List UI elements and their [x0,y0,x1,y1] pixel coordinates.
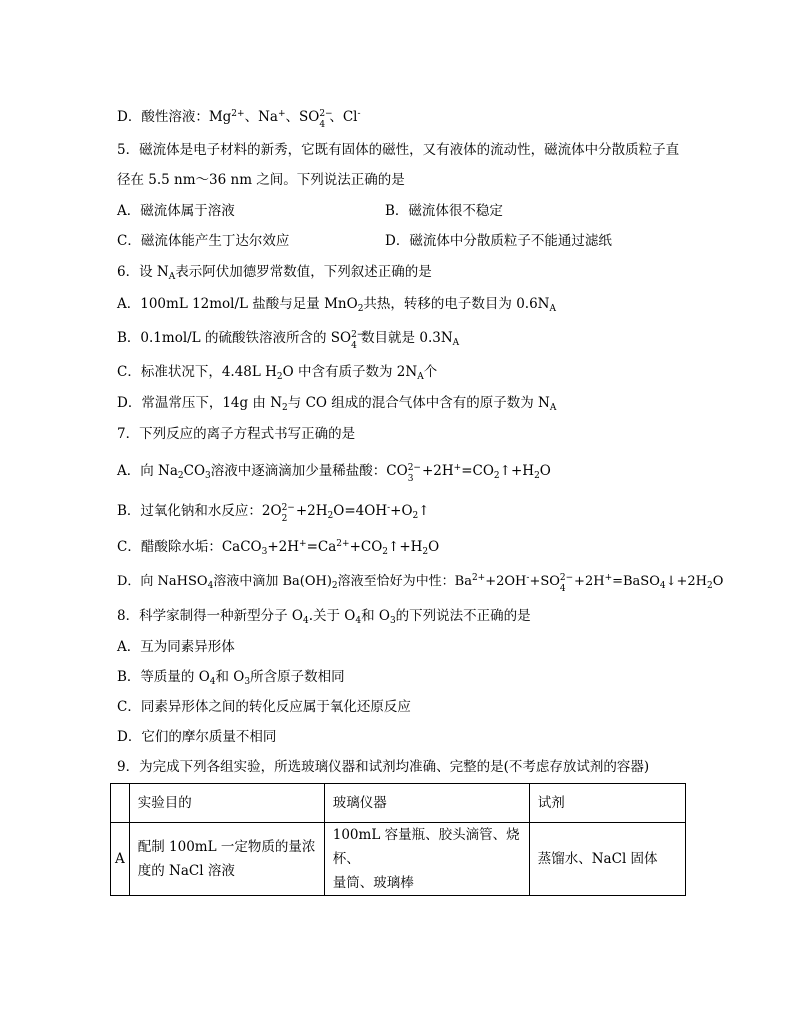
table-header-row [111,784,686,823]
charge-stack [407,462,421,484]
q7-option-a [117,458,551,486]
superscript: - [357,109,361,119]
text: 个 [423,364,438,380]
q9-table [110,783,686,896]
header-cell-glassware: 玻璃仪器 [324,784,529,823]
subscript: A [549,403,557,413]
q5-option-d: D．磁流体中分散质粒子不能通过滤纸 [385,233,612,249]
q7-stem: 7．下列反应的离子方程式书写正确的是 [117,426,356,442]
subscript: 3 [261,547,268,557]
text: 所含原子数相同 [250,669,345,685]
text: CO [183,463,206,479]
text: ↑ [418,503,430,519]
text: 与 CO 组成的混合气体中含有的原子数为 N [287,395,550,411]
q7-option-b [117,498,430,526]
table-row [111,823,686,896]
q8-option-b [117,667,345,692]
q7-option-c [117,534,439,562]
subscript: 4 [351,341,357,351]
glassware-line: 100mL 容量瓶、胶头滴管、烧杯、 [332,827,520,867]
subscript: 2 [707,581,713,591]
subscript: 2 [534,471,540,481]
text: 溶液中滴加 Ba(OH) [213,574,332,589]
text: 、Na [244,109,278,125]
text: 的下列说法不正确的是 [395,608,531,624]
text: ↑+H [388,539,423,555]
row-purpose [129,823,324,896]
text: =Ca [306,539,337,555]
text: D．酸性溶液：Mg [117,109,232,125]
text: D．向 NaHSO [117,574,208,589]
row-label: A [111,823,130,896]
text: 共热，转移的电子数目为 0.6N [363,296,550,312]
subscript: 3 [389,616,396,626]
q5-stem-line2: 径在 5.5 nm～36 nm 之间。下列说法正确的是 [117,172,405,188]
subscript: 4 [209,677,216,687]
q6-option-b [117,328,459,353]
subscript: 2 [493,471,500,481]
q6-stem [117,262,432,287]
subscript: 2 [276,372,283,382]
charge: 2− [281,503,295,513]
superscript: - [387,503,391,513]
text: 数目就是 0.3N [361,330,453,346]
text: .关于 O [308,608,356,624]
text: =BaSO [612,574,660,589]
text: C．标准状况下，4.48L H [117,364,277,380]
subscript: A [417,372,424,382]
subscript: A [452,338,460,348]
text: B．过氧化钠和水反应：2O [117,503,282,519]
subscript: 2 [382,547,389,557]
text: +O [390,503,413,519]
subscript: 2 [412,511,419,521]
q5-stem-line1: 5．磁流体是电子材料的新秀，它既有固体的磁性，又有液体的流动性，磁流体中分散质粒子直 [117,142,680,158]
subscript: 2 [327,511,334,521]
header-cell-label [111,784,130,823]
superscript: + [604,573,613,583]
text: ↑+H [499,463,535,479]
superscript: 2+ [336,539,350,549]
text: O [539,463,551,479]
header-cell-purpose: 实验目的 [129,784,324,823]
text: O [428,539,440,555]
q5-option-a: A．磁流体属于溶液 [117,203,235,219]
text: B．等质量的 O [117,669,210,685]
text: +SO [529,574,560,589]
text: +2OH [485,574,527,589]
q4-option-d [117,104,361,130]
text: 溶液中逐滴滴加少量稀盐酸：CO [210,463,408,479]
text: D．常温常压下，14g 由 N [117,395,283,411]
subscript: 4 [659,581,666,591]
superscript: + [453,463,462,473]
q8-stem [117,606,531,631]
header-cell-reagent: 试剂 [529,784,685,823]
text: A．向 Na [117,463,178,479]
subscript: 4 [559,584,566,594]
glassware-line: 量筒、玻璃棒 [332,875,414,891]
q5-option-b: B．磁流体很不稳定 [385,203,503,219]
text: A．100mL 12mol/L 盐酸与足量 MnO [117,296,358,312]
text: ↓+2H [665,574,708,589]
charge-stack [351,329,365,351]
subscript: A [168,272,176,282]
charge: 2− [407,463,421,473]
subscript: 2 [282,403,288,413]
subscript: 2 [281,514,288,524]
text: =CO [461,463,494,479]
subscript: 2 [331,581,338,591]
text: 6．设 N [117,264,169,280]
q8-option-c: C．同素异形体之间的转化反应属于氧化还原反应 [117,699,411,715]
subscript: 4 [319,120,326,130]
q8-option-a: A．互为同素异形体 [117,639,235,655]
q9-stem: 9．为完成下列各组实验，所选玻璃仪器和试剂均准确、完整的是(不考虑存放试剂的容器) [117,759,650,775]
q6-option-c [117,362,437,387]
superscript: + [299,539,307,549]
q6-option-d [117,393,556,418]
subscript: 3 [244,677,251,687]
text: 和 O [361,608,390,624]
charge-stack [559,572,574,594]
text: +2H [417,463,454,479]
row-reagent: 蒸馏水、NaCl 固体 [529,823,685,896]
text: +2H [569,574,605,589]
text: C．醋酸除水垢：CaCO [117,539,262,555]
text: 8．科学家制得一种新型分子 O [117,608,303,624]
subscript: A [549,304,556,314]
subscript: 2 [357,304,364,314]
superscript: 2+ [231,109,245,119]
q8-option-d: D．它们的摩尔质量不相同 [117,729,277,745]
purpose-line: 度的 NaCl 溶液 [137,863,235,879]
text: +2H [267,539,300,555]
superscript: - [526,573,530,583]
q6-option-a [117,294,556,319]
text: 、Cl [329,109,358,125]
text: O 中含有质子数为 2N [282,364,418,380]
text: B．0.1mol/L 的硫酸铁溶液所含的 SO [117,330,352,346]
q5-option-c: C．磁流体能产生丁达尔效应 [117,233,290,249]
subscript: 4 [355,616,362,626]
superscript: + [277,109,286,119]
text: +2H [291,503,328,519]
text: O [712,574,724,589]
purpose-line: 配制 100mL 一定物质的量浓 [137,839,316,855]
row-glassware [324,823,529,896]
q7-option-d [117,568,723,596]
text: 溶液至恰好为中性：Ba [337,574,472,589]
text: +CO [349,539,383,555]
subscript: 2 [422,547,429,557]
text: 和 O [215,669,245,685]
charge-stack [319,108,333,130]
charge-stack [281,502,295,524]
superscript: 2+ [471,573,486,583]
subscript: 3 [407,474,414,484]
charge: 2− [319,109,333,119]
text: O=4OH [333,503,388,519]
text: 表示阿伏加德罗常数值，下列叙述正确的是 [175,264,432,280]
subscript: 3 [205,471,211,481]
text: 、SO [285,109,320,125]
subscript: 4 [302,616,309,626]
charge: 2− [351,330,365,340]
subscript: 4 [207,581,214,591]
subscript: 2 [177,471,184,481]
charge: 2− [559,573,574,583]
